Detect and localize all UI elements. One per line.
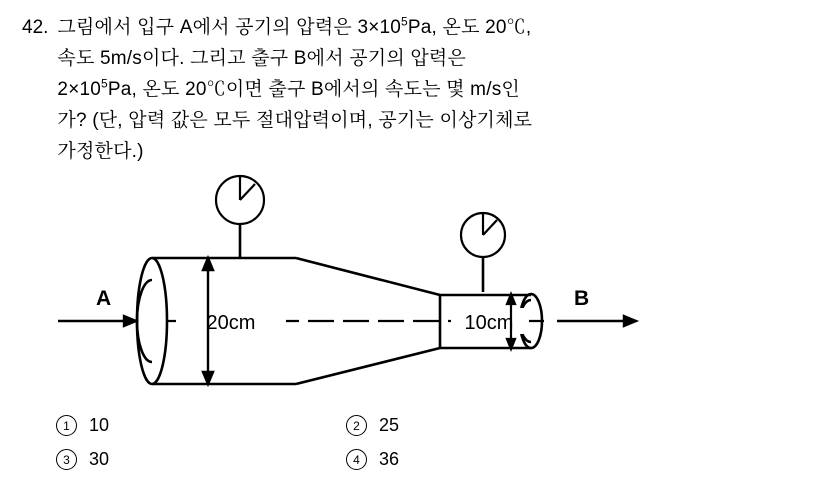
choice-1-marker: 1 [56, 415, 77, 436]
duct-inlet-ellipse [137, 258, 167, 384]
choice-row [56, 449, 656, 470]
choice-3[interactable] [56, 449, 346, 470]
question-block [22, 12, 812, 167]
inlet-flow-arrow [58, 316, 136, 326]
outlet-pressure-gauge-icon [461, 213, 505, 257]
question-line-3b: Pa, 온도 20℃이면 출구 B에서의 속도는 몇 m/s인 [107, 79, 520, 100]
choice-3-marker: 3 [56, 449, 77, 470]
choice-1[interactable] [56, 415, 346, 436]
question-line-1a: 그림에서 입구 A에서 공기의 압력은 3×10 [57, 17, 402, 38]
inlet-diameter-label: 20cm [206, 312, 256, 334]
outlet-label-b: B [574, 287, 590, 310]
duct-cone-top [296, 258, 440, 295]
choice-4-text: 36 [379, 449, 400, 469]
question-line-1b: Pa, 온도 20℃, [407, 17, 532, 38]
outlet-diameter-label: 10cm [464, 312, 514, 334]
choice-3-text: 30 [89, 449, 110, 469]
choice-2-text: 25 [379, 415, 400, 435]
inlet-label-a: A [96, 287, 112, 310]
duct-cone-bottom [296, 348, 440, 384]
question-text [57, 12, 792, 167]
answer-choices [56, 415, 656, 483]
choice-1-text: 10 [89, 415, 110, 435]
choice-row [56, 415, 656, 436]
choice-4-marker: 4 [346, 449, 367, 470]
question-line-3-exponent: 5 [101, 76, 108, 91]
duct-diagram [0, 172, 826, 412]
question-line-3a: 2×10 [57, 79, 102, 100]
outlet-flow-arrow [557, 316, 636, 326]
question-line-4: 가? (단, 압력 값은 모두 절대압력이며, 공기는 이상기체로 [57, 110, 533, 131]
inlet-pressure-gauge-icon [216, 176, 264, 224]
question-line-1-exponent: 5 [401, 14, 408, 29]
question-number: 42. [22, 17, 49, 38]
question-line-2: 속도 5m/s이다. 그리고 출구 B에서 공기의 압력은 [57, 48, 467, 69]
choice-4[interactable] [346, 449, 636, 470]
choice-2-marker: 2 [346, 415, 367, 436]
choice-2[interactable] [346, 415, 636, 436]
question-line-5: 가정한다.) [57, 141, 144, 162]
